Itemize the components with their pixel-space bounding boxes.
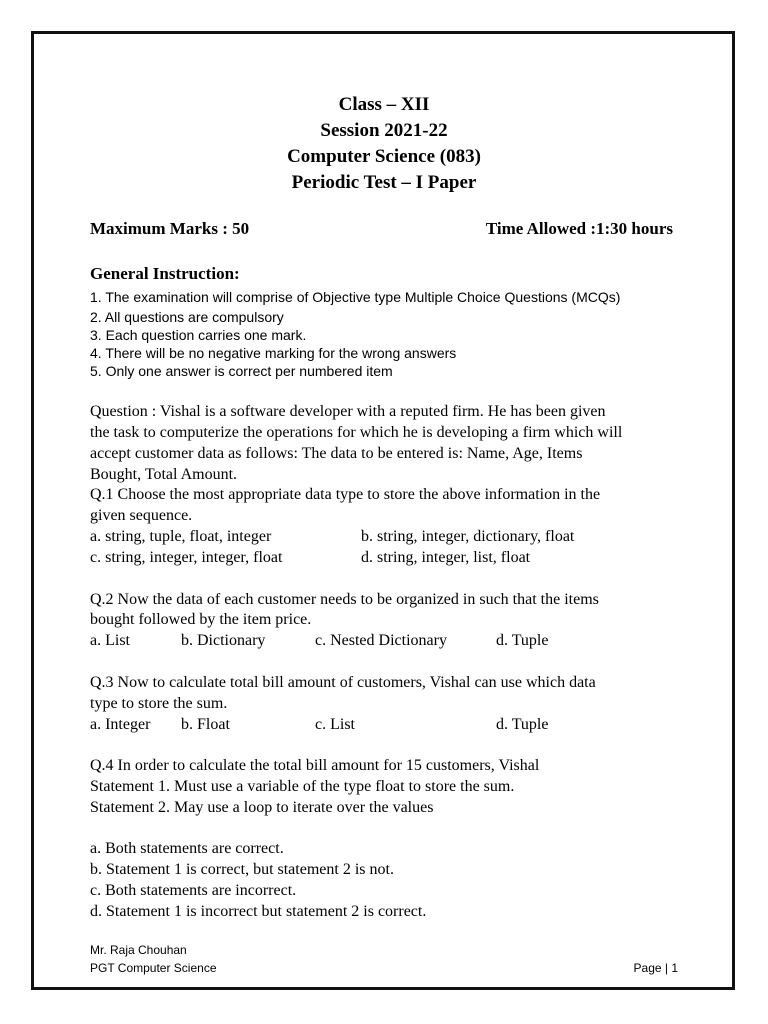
q2-stem: Q.2 Now the data of each customer needs to be organized in such that the items xyxy=(90,591,599,608)
instruction-item: 4. There will be no negative marking for the wrong answers xyxy=(90,345,457,361)
q3-option-d: d. Tuple xyxy=(496,716,549,733)
instructions-heading: General Instruction: xyxy=(90,264,240,283)
q4-statement-2: Statement 2. May use a loop to iterate over the values xyxy=(90,799,434,816)
q2-option-d: d. Tuple xyxy=(496,632,549,649)
q1-option-c: c. string, integer, integer, float xyxy=(90,549,283,566)
q1-stem: given sequence. xyxy=(90,507,193,524)
q2-option-c: c. Nested Dictionary xyxy=(315,632,447,649)
passage-line: Bought, Total Amount. xyxy=(90,466,238,483)
q3-stem: Q.3 Now to calculate total bill amount of customers, Vishal can use which data xyxy=(90,674,596,691)
footer-designation: PGT Computer Science xyxy=(90,961,217,975)
q1-stem: Q.1 Choose the most appropriate data type to store the above information in the xyxy=(90,486,601,503)
passage-line: the task to computerize the operations for which he is developing a firm which will xyxy=(90,424,623,441)
q2-stem: bought followed by the item price. xyxy=(90,611,312,628)
q4-option-d: d. Statement 1 is incorrect but statement 2 is correct. xyxy=(90,903,427,920)
q3-option-b: b. Float xyxy=(181,716,230,733)
page-number: Page | 1 xyxy=(633,961,678,975)
q4-statement-1: Statement 1. Must use a variable of the type float to store the sum. xyxy=(90,778,515,795)
time-allowed: Time Allowed :1:30 hours xyxy=(485,219,673,238)
q4-option-c: c. Both statements are incorrect. xyxy=(90,882,297,899)
q1-option-d: d. string, integer, list, float xyxy=(361,549,531,566)
class-title: Class – XII xyxy=(338,94,430,115)
session-title: Session 2021-22 xyxy=(320,120,448,141)
q3-stem: type to store the sum. xyxy=(90,695,228,712)
instruction-item: 3. Each question carries one mark. xyxy=(90,327,307,343)
passage-line: accept customer data as follows: The data to be entered is: Name, Age, Items xyxy=(90,445,583,462)
subject-title: Computer Science (083) xyxy=(287,146,481,167)
q1-option-b: b. string, integer, dictionary, float xyxy=(361,528,575,545)
max-marks: Maximum Marks : 50 xyxy=(90,219,250,238)
q1-option-a: a. string, tuple, float, integer xyxy=(90,528,272,545)
q4-stem: Q.4 In order to calculate the total bill amount for 15 customers, Vishal xyxy=(90,757,540,774)
q2-option-a: a. List xyxy=(90,632,130,649)
q2-option-b: b. Dictionary xyxy=(181,632,266,649)
footer-author: Mr. Raja Chouhan xyxy=(90,943,187,957)
test-title: Periodic Test – I Paper xyxy=(291,172,477,193)
instruction-item: 2. All questions are compulsory xyxy=(90,309,284,325)
q3-option-c: c. List xyxy=(315,716,355,733)
q4-option-b: b. Statement 1 is correct, but statement 2 is not. xyxy=(90,861,394,878)
instruction-item: 5. Only one answer is correct per numbered item xyxy=(90,363,393,379)
passage-line: Question : Vishal is a software developer with a reputed firm. He has been given xyxy=(90,403,606,420)
q4-option-a: a. Both statements are correct. xyxy=(90,840,284,857)
q3-option-a: a. Integer xyxy=(90,716,151,733)
instruction-item: 1. The examination will comprise of Objective type Multiple Choice Questions (MCQs) xyxy=(90,289,621,305)
